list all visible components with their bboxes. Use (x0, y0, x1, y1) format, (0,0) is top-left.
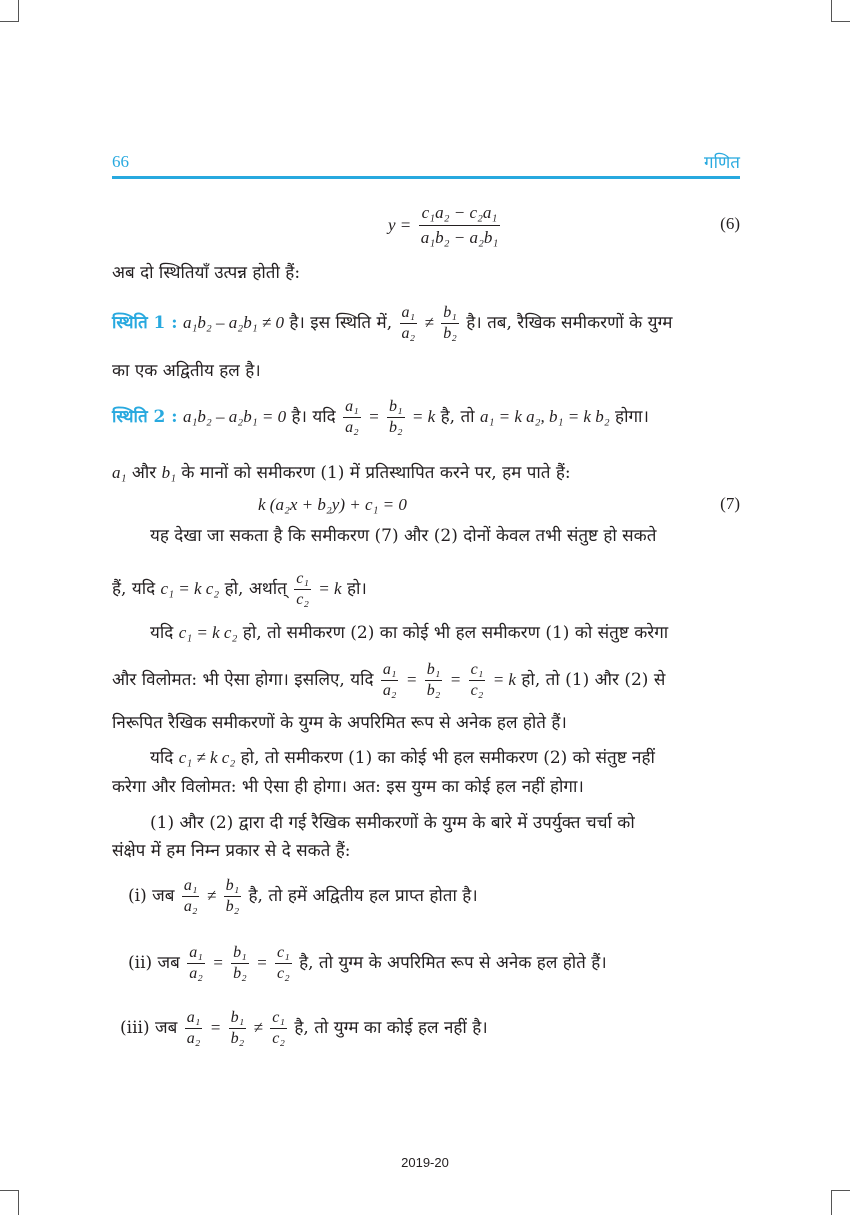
eq7-number: (7) (720, 494, 740, 513)
fraction-c1-c2: $\frac{\text{c₁}}{\text{c₂}}$ (470, 661, 484, 699)
para3-math: c₁ ≠ k c₂ (178, 748, 236, 767)
equation-7: k (a₂x + b₂y) + c₁ = 0 (258, 495, 407, 514)
fraction-a1-a2: $\frac{\text{a₁}}{\text{a₂}}$ (345, 398, 359, 436)
para2-text-d: हो, तो (1) और (2) से (521, 670, 666, 690)
para1-line2 (112, 569, 367, 610)
para3-line2: करेगा और विलोमत: भी ऐसा ही होगा। अत: इस युग्म का कोई हल नहीं होगा। (112, 777, 584, 797)
para1-text-c: हो। (346, 579, 367, 599)
item-ii-text: है, तो युग्म के अपरिमित रूप से अनेक हल होते हैं। (299, 953, 607, 973)
case1-line2: का एक अद्वितीय हल है। (112, 361, 261, 381)
eq-sign: = (212, 953, 224, 972)
fraction-c1-c2: $\frac{\text{c₁}}{\text{c₂}}$ (296, 570, 309, 608)
eq6-number: (6) (720, 214, 740, 233)
eq6-denominator: a₁b₂ − a₂b₁ (420, 228, 499, 247)
fraction-c1-c2: $\frac{\text{c₁}}{\text{c₂}}$ (272, 1009, 285, 1047)
eq6-lhs: y = (388, 215, 412, 235)
eq-sign: = (405, 670, 418, 689)
para2-text-a: यदि (150, 623, 174, 643)
fraction-b1-b2: $\frac{\text{b₁}}{\text{b₂}}$ (230, 1009, 245, 1047)
item-iii-text: है, तो युग्म का कोई हल नहीं है। (294, 1018, 488, 1038)
case1-label: स्थिति 1 : (112, 313, 178, 333)
case2-relation: a₁ = k a₂, b₁ = k b₂ (479, 407, 610, 426)
case2-text2: है, तो (440, 407, 475, 427)
case1-text1: है। इस स्थिति में, (289, 313, 393, 333)
eq-sign: = (368, 407, 380, 426)
substitution-line (112, 462, 571, 484)
crop-mark (831, 0, 832, 22)
para1-line1: यह देखा जा सकता है कि समीकरण (7) और (2) दोनों केवल तभी संतुष्ट हो सकते (150, 526, 657, 546)
eq-sign: = (256, 953, 268, 972)
footer-year: 2019-20 (401, 1155, 449, 1170)
para1-text-a: हैं, यदि (112, 579, 156, 599)
fraction-b1-b2: $\frac{\text{b₁}}{\text{b₂}}$ (388, 398, 403, 436)
subst-text: के मानों को समीकरण (1) में प्रतिस्थापित करने पर, हम पाते हैं: (181, 463, 571, 483)
crop-mark (0, 1190, 18, 1191)
case2-text1: है। यदि (291, 407, 336, 427)
para1-math: c₁ = k c₂ (160, 579, 220, 598)
crop-mark (832, 1190, 850, 1191)
neq-sign: ≠ (424, 313, 434, 332)
crop-mark (0, 21, 18, 22)
para3-text-a: यदि (150, 748, 174, 768)
crop-mark (18, 0, 19, 22)
equals-k: = k (411, 407, 436, 426)
case2-condition: a₁b₂ – a₂b₁ = 0 (182, 407, 287, 426)
eq6-fraction (419, 201, 501, 250)
equals-k: = k (492, 670, 516, 689)
header-rule (112, 176, 740, 179)
para3-line1 (150, 747, 655, 769)
equation-6 (388, 201, 502, 250)
subst-and: और (131, 463, 157, 483)
para2-line1 (150, 622, 668, 644)
fraction-b1-b2: $\frac{\text{b₁}}{\text{b₂}}$ (426, 661, 441, 699)
neq-sign: ≠ (206, 886, 217, 905)
item-iii-label: (iii) जब (120, 1018, 178, 1038)
summary-item-i (128, 876, 478, 917)
para3-text-b: हो, तो समीकरण (1) का कोई भी हल समीकरण (2) को संतुष्ट नहीं (240, 748, 655, 768)
para4-line2: संक्षेप में हम निम्न प्रकार से दे सकते हैं: (112, 841, 351, 861)
para2-line3: निरूपित रैखिक समीकरणों के युग्म के अपरिमित रूप से अनेक हल होते हैं। (112, 713, 567, 733)
fraction-a1-a2: $\frac{\text{a₁}}{\text{a₂}}$ (186, 1009, 201, 1047)
para2-text-b: हो, तो समीकरण (2) का कोई भी हल समीकरण (1) को संतुष्ट करेगा (242, 623, 669, 643)
case2-label: स्थिति 2 : (112, 407, 178, 427)
case2-line (112, 397, 649, 438)
crop-mark (832, 21, 850, 22)
eq-sign: = (209, 1018, 222, 1037)
item-i-label: (i) जब (128, 886, 175, 906)
item-i-text: है, तो हमें अद्वितीय हल प्राप्त होता है। (248, 886, 478, 906)
para1-text-b: हो, अर्थात् (224, 579, 287, 599)
summary-item-ii (128, 943, 607, 984)
item-ii-label: (ii) जब (128, 953, 180, 973)
summary-item-iii (120, 1008, 488, 1049)
intro-text: अब दो स्थितियाँ उत्पन्न होती हैं: (112, 263, 301, 283)
sym-a1: a₁ (112, 463, 127, 482)
para2-text-c: और विलोमत: भी ऐसा होगा। इसलिए, यदि (112, 670, 374, 690)
crop-mark (18, 1190, 19, 1215)
case1-line (112, 303, 672, 344)
fraction-a1-a2: $\frac{\text{a₁}}{\text{a₂}}$ (189, 944, 203, 982)
fraction-b1-b2: $\frac{\text{b₁}}{\text{b₂}}$ (443, 304, 457, 342)
case2-text3: होगा। (615, 407, 649, 427)
case1-condition: a₁b₂ – a₂b₁ ≠ 0 (182, 313, 284, 332)
para2-math: c₁ = k c₂ (178, 623, 238, 642)
running-title: गणित (704, 153, 740, 173)
para4-line1: (1) और (2) द्वारा दी गई रैखिक समीकरणों के युग्म के बारे में उपर्युक्त चर्चा को (150, 813, 635, 833)
fraction-a1-a2: $\frac{\text{a₁}}{\text{a₂}}$ (382, 661, 397, 699)
eq6-numerator: c₁a₂ − c₂a₁ (419, 201, 501, 226)
crop-mark (831, 1190, 832, 1215)
sym-b1: b₁ (161, 463, 177, 482)
fraction-c1-c2: $\frac{\text{c₁}}{\text{c₂}}$ (277, 944, 290, 982)
fraction-a1-a2: $\frac{\text{a₁}}{\text{a₂}}$ (401, 304, 416, 342)
equals-k: = k (318, 579, 342, 598)
fraction-a1-a2: $\frac{\text{a₁}}{\text{a₂}}$ (183, 877, 198, 915)
page-number: 66 (112, 152, 129, 171)
para2-line2 (112, 660, 665, 701)
eq-sign: = (449, 670, 462, 689)
case1-text2: है। तब, रैखिक समीकरणों के युग्म (466, 313, 673, 333)
neq-sign: ≠ (253, 1018, 263, 1037)
fraction-b1-b2: $\frac{\text{b₁}}{\text{b₂}}$ (233, 944, 247, 982)
fraction-b1-b2: $\frac{\text{b₁}}{\text{b₂}}$ (225, 877, 240, 915)
